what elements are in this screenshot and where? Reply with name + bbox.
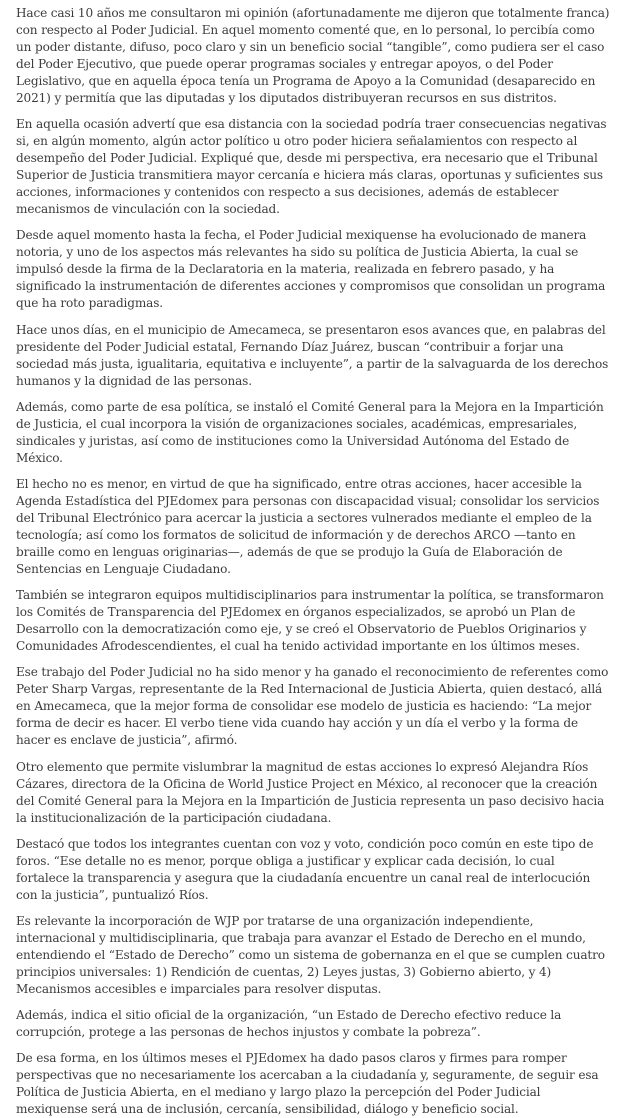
paragraph: Además, como parte de esa política, se instaló el Comité General para la Mejora en la Impartición de Justicia, el cual incorpora la visión de organizaciones sociales, académicas, empresariales, sindicales y juristas, así como de instituciones como la Universidad Autónoma del Estado de México. [16, 399, 604, 465]
paragraph: De esa forma, en los últimos meses el PJEdomex ha dado pasos claros y firmes para romper perspectivas que no necesariamente los acercaban a la ciudadanía y, seguramente, de seguir esa Política de Justicia Abierta, en el mediano y largo plazo la percepción del Poder Judicial mexiquense será una de inclusión, cercanía, sensibilidad, diálogo y beneficio social. [16, 1051, 599, 1117]
paragraph: Hace casi 10 años me consultaron mi opinión (afortunadamente me dijeron que totalmente franca) con respecto al Poder Judicial. En aquel momento comenté que, en lo personal, lo percibía como un poder distante, difuso, poco claro y sin un beneficio social “tangible”, como pudiera ser el caso del Poder Ejecutivo, que puede operar programas sociales y entregar apoyos, o del Poder Legislativo, que en aquella época tenía un Programa de Apoyo a la Comunidad (desaparecido en 2021) y permitía que las diputadas y los diputados distribuyeran recursos en sus distritos. [16, 6, 610, 105]
paragraph: Además, indica el sitio oficial de la organización, “un Estado de Derecho efectivo reduce la corrupción, protege a las personas de hechos injustos y combate la pobreza”. [16, 1008, 562, 1040]
paragraph: El hecho no es menor, en virtud de que ha significado, entre otras acciones, hacer accesible la Agenda Estadística del PJEdomex para personas con discapacidad visual; consolidar los servicios del Tribunal Electrónico para acercar la justicia a sectores vulnerados mediante el empleo de la tecnología; así como los formatos de solicitud de información y de derechos ARCO —tanto en braille como en lenguas originarias—, además de que se produjo la Guía de Elaboración de Sentencias en Lenguaje Ciudadano. [16, 476, 600, 576]
paragraph: En aquella ocasión advertí que esa distancia con la sociedad podría traer consecuencias negativas si, en algún momento, algún actor político u otro poder hiciera señalamientos con respecto al desempeño del Poder Judicial. Expliqué que, desde mi perspectiva, era necesario que el Tribunal Superior de Justicia transmitiera mayor cercanía e hiciera más claras, oportunas y suficientes sus acciones, informaciones y contenidos con respecto a sus decisiones, además de establecer mecanismos de vinculación con la sociedad. [16, 117, 607, 217]
paragraph: Hace unos días, en el municipio de Amecameca, se presentaron esos avances que, en palabras del presidente del Poder Judicial estatal, Fernando Díaz Juárez, buscan “contribuir a forjar una sociedad más justa, igualitaria, equitativa e incluyente”, a partir de la salvaguarda de los derechos humanos y la dignidad de las personas. [16, 322, 609, 388]
paragraph: También se integraron equipos multidisciplinarios para instrumentar la política, se transformaron los Comités de Transparencia del PJEdomex en órganos especializados, se aprobó un Plan de Desarrollo con la democratización como eje, y se creó el Observatorio de Pueblos Originarios y Comunidades Afrodescendientes, el cual ha tenido actividad importante en los últimos meses. [16, 588, 604, 654]
paragraph: Otro elemento que permite vislumbrar la magnitud de estas acciones lo expresó Alejandra Ríos Cázares, directora de la Oficina de World Justice Project en México, al reconocer que la creación del Comité General para la Mejora en la Impartición de Justicia representa un paso decisivo hacia la institucionalización de la participación ciudadana. [16, 759, 605, 825]
paragraph: Desde aquel momento hasta la fecha, el Poder Judicial mexiquense ha evolucionado de manera notoria, y uno de los aspectos más relevantes ha sido su política de Justicia Abierta, la cual se impulsó desde la firma de la Declaratoria en la materia, realizada en febrero pasado, y ha significado la instrumentación de diferentes acciones y compromisos que consolidan un programa que ha roto paradigmas. [16, 228, 606, 311]
paragraph: Ese trabajo del Poder Judicial no ha sido menor y ha ganado el reconocimiento de referentes como Peter Sharp Vargas, representante de la Red Internacional de Justicia Abierta, quien destacó, allá en Amecameca, que la mejor forma de consolidar ese modelo de justicia es haciendo: “La mejor forma de decir es hacer. El verbo tiene vida cuando hay acción y un día el verbo y la forma de hacer es enclave de justicia”, afirmó. [16, 665, 609, 748]
paragraph: Destacó que todos los integrantes cuentan con voz y voto, condición poco común en este tipo de foros. “Ese detalle no es menor, porque obliga a justificar y explicar cada decisión, lo cual fortalece la transparencia y asegura que la ciudadanía encuentre un canal real de interlocución con la justicia”, puntualizó Ríos. [16, 836, 594, 902]
paragraph: Es relevante la incorporación de WJP por tratarse de una organización independiente, internacional y multidisciplinaria, que trabaja para avanzar el Estado de Derecho en el mundo, entendiendo el “Estado de Derecho” como un sistema de gobernanza en el que se cumplen cuatro principios universales: 1) Rendición de cuentas, 2) Leyes justas, 3) Gobierno abierto, y 4) Mecanismos accesibles e imparciales para resolver disputas. [16, 913, 605, 996]
